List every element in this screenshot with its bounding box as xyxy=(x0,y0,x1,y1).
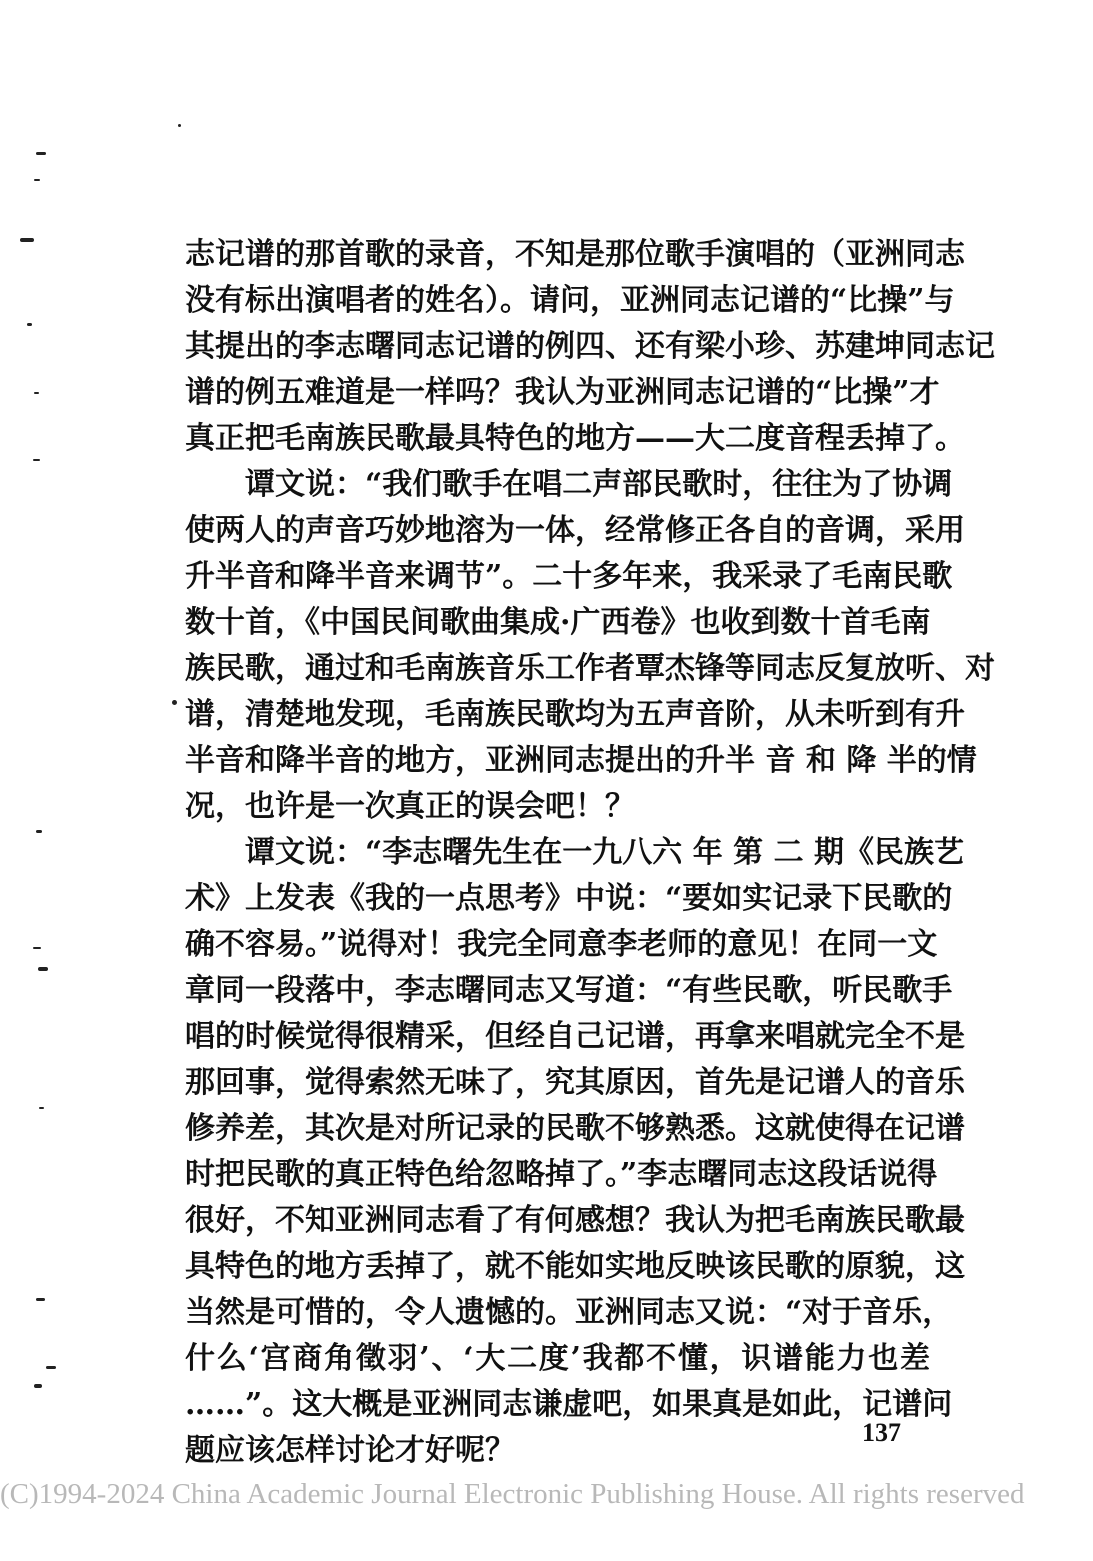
scan-speck xyxy=(33,459,40,461)
text-line: 况，也许是一次真正的误会吧！？ xyxy=(185,789,635,824)
scan-speck xyxy=(36,152,46,155)
text-line: 真正把毛南族民歌最具特色的地方——大二度音程丢掉了。 xyxy=(185,421,965,456)
paragraph-2 xyxy=(185,462,995,830)
text-line: 半音和降半音的地方，亚洲同志提出的升半 音 和 降 半的情 xyxy=(185,743,977,778)
text-line: 升半音和降半音来调节”。二十多年来，我采录了毛南民歌 xyxy=(185,559,953,594)
text-line: 没有标出演唱者的姓名）。请问，亚洲同志记谱的“比操”与 xyxy=(185,283,955,318)
text-line: 使两人的声音巧妙地溶为一体，经常修正各自的音调，采用 xyxy=(185,513,965,548)
paragraph-1 xyxy=(185,232,995,462)
text-line: 唱的时候觉得很精采，但经自己记谱，再拿来唱就完全不是 xyxy=(185,1019,965,1054)
copyright-notice: (C)1994-2024 China Academic Journal Electronic Publishing House. All rights reserved xyxy=(0,1478,1025,1510)
scan-speck xyxy=(36,830,42,833)
article-body xyxy=(185,232,995,1474)
text-line: 谭文说：“李志曙先生在一九八六 年 第 二 期《民族艺 xyxy=(245,835,965,870)
text-line: 那回事，觉得索然无味了，究其原因，首先是记谱人的音乐 xyxy=(185,1065,965,1100)
scan-speck xyxy=(39,1107,44,1109)
text-line: 术》上发表《我的一点思考》中说：“要如实记录下民歌的 xyxy=(185,881,953,916)
text-line: 其提出的李志曙同志记谱的例四、还有梁小珍、苏建坤同志记 xyxy=(185,329,995,364)
text-line: 当然是可惜的，令人遗憾的。亚洲同志又说：“对于音乐， xyxy=(185,1295,953,1330)
scan-speck xyxy=(27,323,32,326)
text-line: 具特色的地方丢掉了，就不能如实地反映该民歌的原貌，这 xyxy=(185,1249,965,1284)
text-line: 修养差，其次是对所记录的民歌不够熟悉。这就使得在记谱 xyxy=(185,1111,965,1146)
text-line: 谱，清楚地发现，毛南族民歌均为五声音阶，从未听到有升 xyxy=(185,697,965,732)
text-line: 数十首，《中国民间歌曲集成·广西卷》也收到数十首毛南 xyxy=(185,605,931,640)
scan-speck xyxy=(38,967,48,971)
scan-speck xyxy=(34,1384,42,1388)
scan-speck xyxy=(33,947,41,949)
text-line: 什么‘宫商角徵羽’、‘大二度’我都不懂，识谱能力也差 xyxy=(185,1341,930,1376)
scan-speck xyxy=(178,124,181,127)
paragraph-3 xyxy=(185,830,965,1474)
scan-speck xyxy=(46,1366,56,1369)
text-line: 族民歌，通过和毛南族音乐工作者覃杰锋等同志反复放听、对 xyxy=(185,651,995,686)
scan-speck xyxy=(34,392,39,394)
text-line: 谱的例五难道是一样吗？我认为亚洲同志记谱的“比操”才 xyxy=(185,375,940,410)
text-line: 确不容易。”说得对！我完全同意李老师的意见！在同一文 xyxy=(185,927,938,962)
text-line: 时把民歌的真正特色给忽略掉了。”李志曙同志这段话说得 xyxy=(185,1157,938,1192)
text-line: 题应该怎样讨论才好呢？ xyxy=(185,1433,515,1468)
text-line: ……”。这大概是亚洲同志谦虚吧，如果真是如此，记谱问 xyxy=(185,1387,953,1422)
text-line: 谭文说：“我们歌手在唱二声部民歌时，往往为了协调 xyxy=(245,467,953,502)
scan-speck xyxy=(34,179,40,181)
scan-speck xyxy=(172,700,177,705)
text-line: 章同一段落中，李志曙同志又写道：“有些民歌，听民歌手 xyxy=(185,973,953,1008)
text-line: 很好，不知亚洲同志看了有何感想？我认为把毛南族民歌最 xyxy=(185,1203,965,1238)
page-number: 137 xyxy=(862,1418,901,1447)
scan-speck xyxy=(36,1298,45,1301)
text-line: 志记谱的那首歌的录音，不知是那位歌手演唱的（亚洲同志 xyxy=(185,237,965,272)
scan-speck xyxy=(20,238,34,242)
